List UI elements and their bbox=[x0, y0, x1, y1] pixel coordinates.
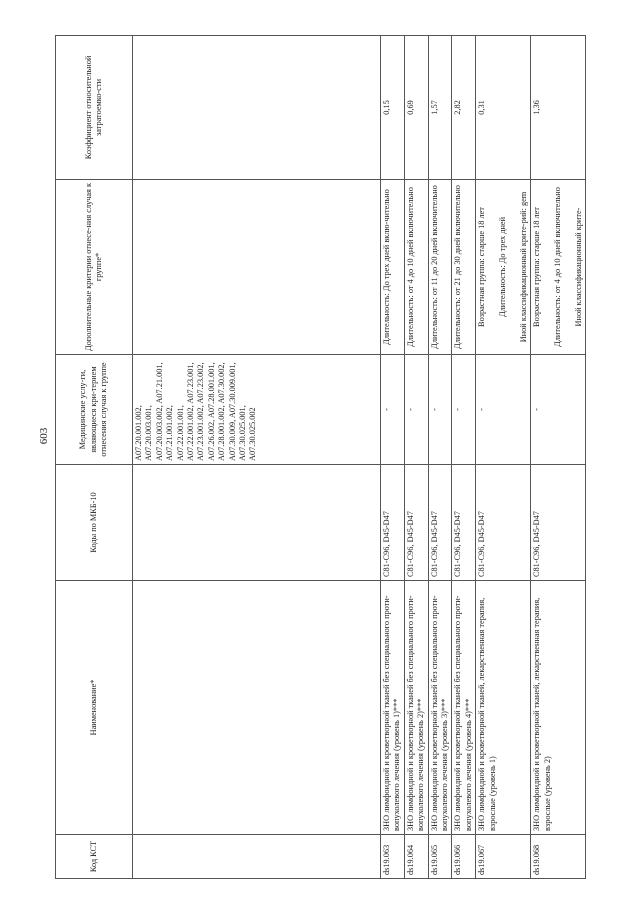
table-row bbox=[404, 36, 428, 879]
table-row bbox=[381, 36, 405, 879]
row-criteria: Длительность: До трех дней вклю-чительно bbox=[381, 180, 405, 355]
row-coef: 0,31 bbox=[476, 36, 531, 180]
criteria-line: Длительность: от 4 до 10 дней включительно bbox=[553, 187, 563, 347]
row-code: ds19.063 bbox=[381, 835, 405, 879]
table-row bbox=[428, 36, 452, 879]
header-name: Наименование* bbox=[56, 581, 133, 835]
row-name: ЗНО лимфоидной и кроветворной тканей без специального проти-вопухолевого лечения (уровень 4)*** bbox=[452, 581, 476, 835]
header-mkb: Коды по МКБ-10 bbox=[56, 465, 133, 581]
row-coef: 0,15 bbox=[381, 36, 405, 180]
row-coef: 0,69 bbox=[404, 36, 428, 180]
row-coef: 1,57 bbox=[428, 36, 452, 180]
ksg-table bbox=[55, 35, 586, 879]
row-services: - bbox=[428, 355, 452, 465]
header-criteria: Дополнительные критерии отнесе-ния случая к группе* bbox=[56, 180, 133, 355]
row-code: ds19.066 bbox=[452, 835, 476, 879]
row-name: ЗНО лимфоидной и кроветворной тканей без специального проти-вопухолевого лечения (уровень 1)*** bbox=[381, 581, 405, 835]
criteria-line: Длительность: До трех дней bbox=[498, 216, 508, 318]
table-row bbox=[452, 36, 476, 879]
row-mkb: C81-C96, D45-D47 bbox=[476, 465, 531, 581]
header-services: Медицинские услу-ги, являющиеся кри-терием отнесения случая к группе bbox=[56, 355, 133, 465]
row-code: ds19.068 bbox=[531, 835, 586, 879]
row-mkb: C81-C96, D45-D47 bbox=[404, 465, 428, 581]
header-code: Код КСТ bbox=[56, 835, 133, 879]
row-criteria: Длительность: от 4 до 10 дней включительно bbox=[404, 180, 428, 355]
table-row bbox=[476, 36, 531, 879]
row-criteria bbox=[476, 180, 531, 355]
rotated-table-sheet bbox=[38, 36, 593, 879]
table-row bbox=[531, 36, 586, 879]
row-services: - bbox=[531, 355, 586, 465]
services-continuation-row bbox=[133, 36, 381, 879]
criteria-line: Иной классификационный крите- bbox=[573, 207, 583, 327]
services-list-cell: A07.20.001.002, A07.20.003.001, A07.20.003.002, A07.21.001, A07.21.001.002, A07.22.001.001, A07.22.001.002, A07.23.001, A07.23.001.002, A07.23.002, A07.26.002, A07.28.001.001, A07.28.001.002, A07.30.002, A07.30.009, A07.30.009.001, A07.30.025.001, A07.30.025.002 bbox=[133, 355, 381, 465]
table-header-row bbox=[56, 36, 133, 879]
row-name: ЗНО лимфоидной и кроветворной тканей, лекарственная терапия, взрослые (уровень 1) bbox=[476, 581, 531, 835]
page-number: 603 bbox=[38, 427, 50, 445]
row-name: ЗНО лимфоидной и кроветворной тканей, лекарственная терапия, взрослые (уровень 2) bbox=[531, 581, 586, 835]
header-coef: Коэффициент относительной затратоемко-сти bbox=[56, 36, 133, 180]
row-mkb: C81-C96, D45-D47 bbox=[428, 465, 452, 581]
row-name: ЗНО лимфоидной и кроветворной тканей без специального проти-вопухолевого лечения (уровень 2)*** bbox=[404, 581, 428, 835]
row-services: - bbox=[404, 355, 428, 465]
row-mkb: C81-C96, D45-D47 bbox=[531, 465, 586, 581]
row-code: ds19.064 bbox=[404, 835, 428, 879]
criteria-line: Возрастная группа: старше 18 лет bbox=[477, 207, 487, 327]
row-services: - bbox=[381, 355, 405, 465]
row-mkb: C81-C96, D45-D47 bbox=[452, 465, 476, 581]
row-name: ЗНО лимфоидной и кроветворной тканей без специального проти-вопухолевого лечения (уровень 3)*** bbox=[428, 581, 452, 835]
row-coef: 1,36 bbox=[531, 36, 586, 180]
row-criteria bbox=[531, 180, 586, 355]
row-services: - bbox=[452, 355, 476, 465]
row-services: - bbox=[476, 355, 531, 465]
row-mkb: C81-C96, D45-D47 bbox=[381, 465, 405, 581]
criteria-line: Возрастная группа: старше 18 лет bbox=[532, 207, 542, 327]
row-code: ds19.065 bbox=[428, 835, 452, 879]
row-criteria: Длительность: от 21 до 30 дней включительно bbox=[452, 180, 476, 355]
row-criteria: Длительность: от 11 до 20 дней включительно bbox=[428, 180, 452, 355]
criteria-line: Иной классификационный крите-рий: gem bbox=[518, 191, 528, 343]
row-code: ds19.067 bbox=[476, 835, 531, 879]
row-coef: 2,82 bbox=[452, 36, 476, 180]
